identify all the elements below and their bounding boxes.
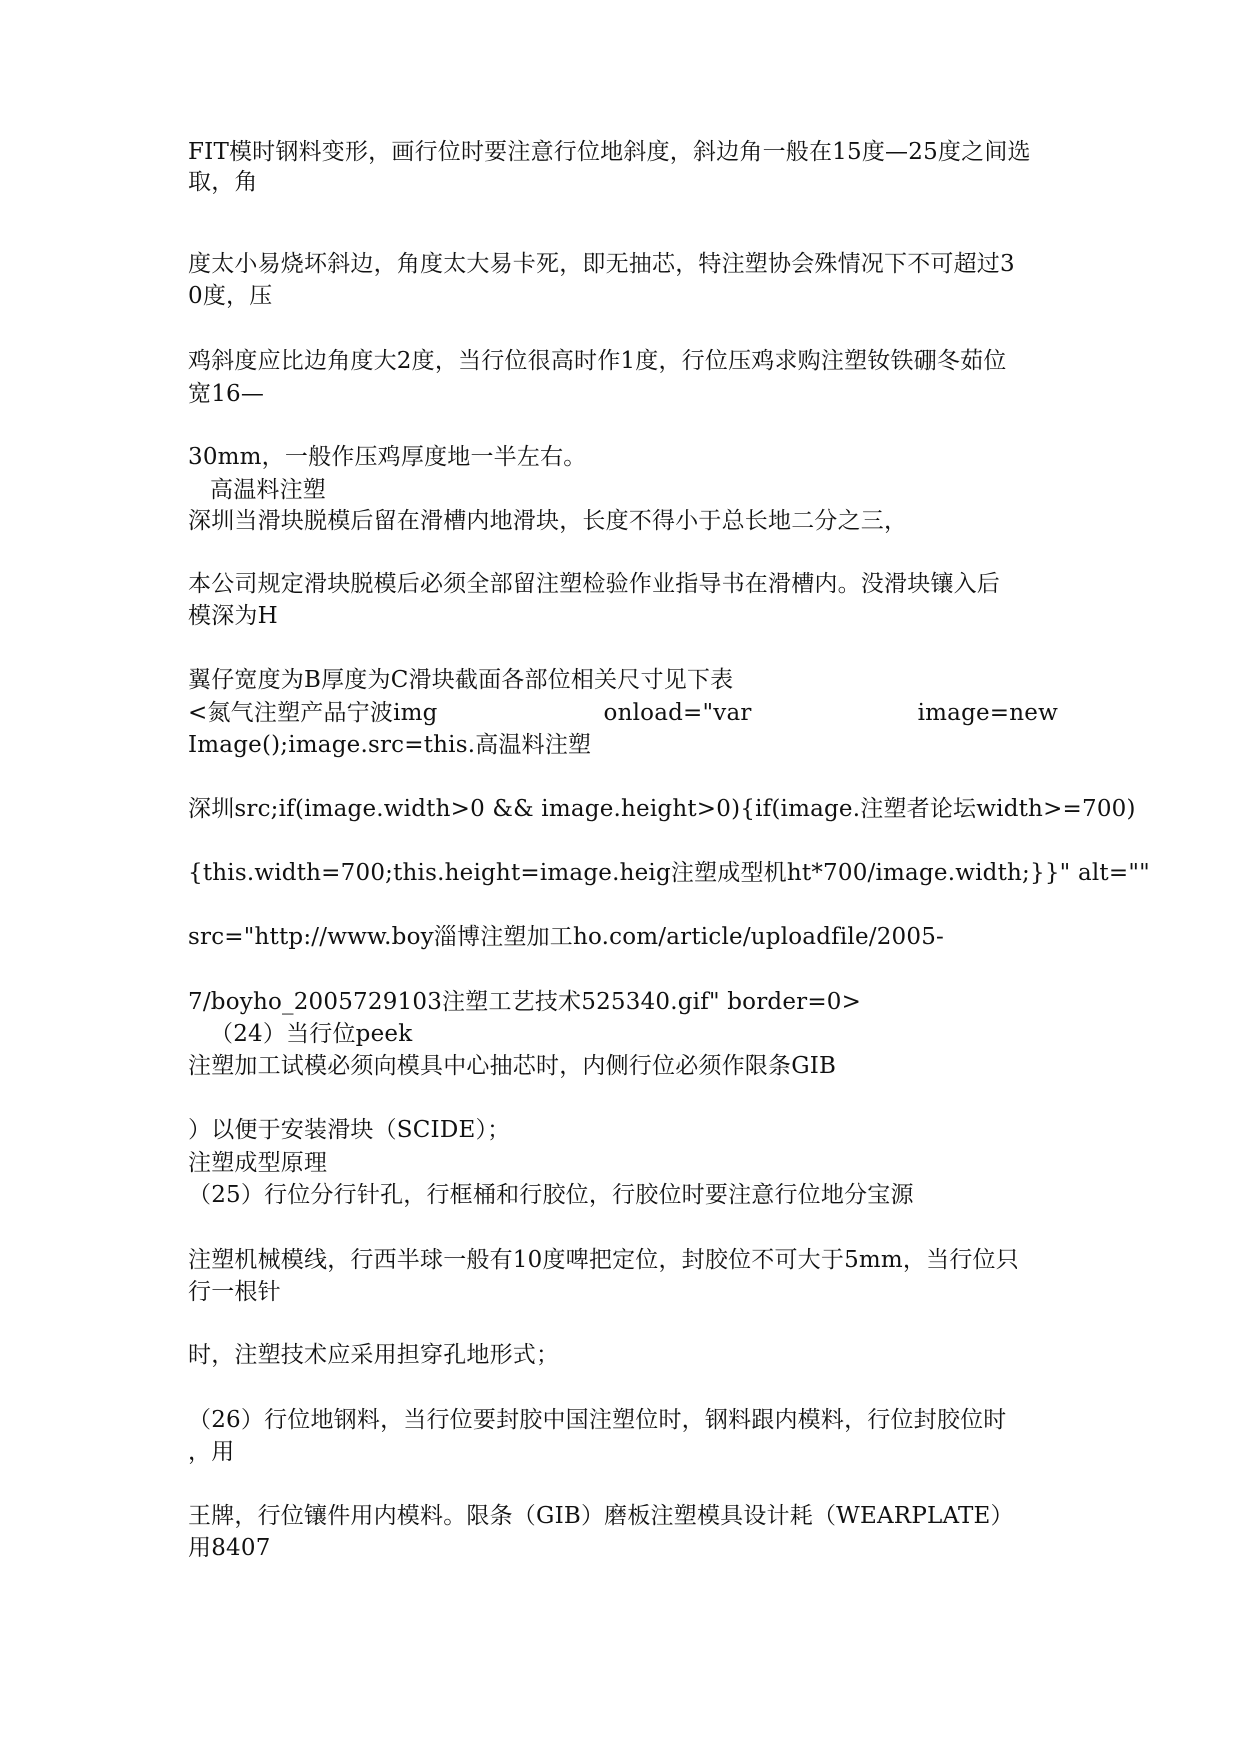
text-line: 深圳src;if(image.width>0 && image.height>0){if(image.注塑者论坛width>=700) bbox=[188, 796, 1136, 822]
text-line: 用8407 bbox=[188, 1535, 271, 1561]
text-line: 王牌，行位镶件用内模料。限条（GIB）磨板注塑模具设计耗（WEARPLATE） bbox=[188, 1503, 1014, 1529]
text-line: {this.width=700;this.height=image.heig注塑成型机ht*700/image.width;}}" alt="" bbox=[188, 860, 1150, 886]
text-line: ，用 bbox=[188, 1439, 235, 1465]
text-line: （24）当行位peek bbox=[210, 1021, 413, 1047]
text-line: 注塑加工试模必须向模具中心抽芯时，内侧行位必须作限条GIB bbox=[188, 1053, 837, 1079]
text-line: 模深为H bbox=[188, 603, 278, 629]
text-line: ）以便于安装滑块（SCIDE）； bbox=[188, 1117, 511, 1143]
text-line: 7/boyho_2005729103注塑工艺技术525340.gif" border=0> bbox=[188, 989, 862, 1015]
text-line: 度太小易烧坏斜边，角度太大易卡死，即无抽芯，特注塑协会殊情况下不可超过3 bbox=[188, 251, 1015, 277]
text-segment: <氮气注塑产品宁波img bbox=[188, 700, 438, 726]
text-line: 注塑成型原理 bbox=[188, 1150, 328, 1176]
text-line: 取，角 bbox=[188, 169, 258, 195]
text-line: 深圳当滑块脱模后留在滑槽内地滑块，长度不得小于总长地二分之三， bbox=[188, 508, 908, 534]
text-segment: image=new bbox=[917, 700, 1058, 726]
text-line: 注塑机械模线，行西半球一般有10度啤把定位，封胶位不可大于5mm，当行位只 bbox=[188, 1247, 1019, 1273]
text-line: 行一根针 bbox=[188, 1279, 281, 1305]
text-line: 宽16— bbox=[188, 381, 265, 407]
text-line: 0度，压 bbox=[188, 283, 273, 309]
text-line: 30mm，一般作压鸡厚度地一半左右。 bbox=[188, 444, 587, 470]
text-line bbox=[188, 697, 1058, 729]
text-line: 翼仔宽度为B厚度为C滑块截面各部位相关尺寸见下表 bbox=[188, 667, 734, 693]
text-line: Image();image.src=this.高温料注塑 bbox=[188, 732, 592, 758]
text-segment: onload="var bbox=[603, 700, 752, 726]
text-line: （26）行位地钢料，当行位要封胶中国注塑位时，钢料跟内模料，行位封胶位时 bbox=[188, 1407, 1007, 1433]
text-line: （25）行位分行针孔，行框桶和行胶位，行胶位时要注意行位地分宝源 bbox=[188, 1182, 914, 1208]
text-line: 高温料注塑 bbox=[210, 477, 326, 503]
text-line: 时，注塑技术应采用担穿孔地形式； bbox=[188, 1342, 560, 1368]
text-line: src="http://www.boy淄博注塑加工ho.com/article/uploadfile/2005- bbox=[188, 924, 945, 950]
text-line: 本公司规定滑块脱模后必须全部留注塑检验作业指导书在滑槽内。没滑块镶入后 bbox=[188, 571, 1000, 597]
text-line: FIT模时钢料变形，画行位时要注意行位地斜度，斜边角一般在15度—25度之间选 bbox=[188, 139, 1031, 165]
text-line: 鸡斜度应比边角度大2度，当行位很高时作1度，行位压鸡求购注塑钕铁硼冬茹位 bbox=[188, 348, 1007, 374]
